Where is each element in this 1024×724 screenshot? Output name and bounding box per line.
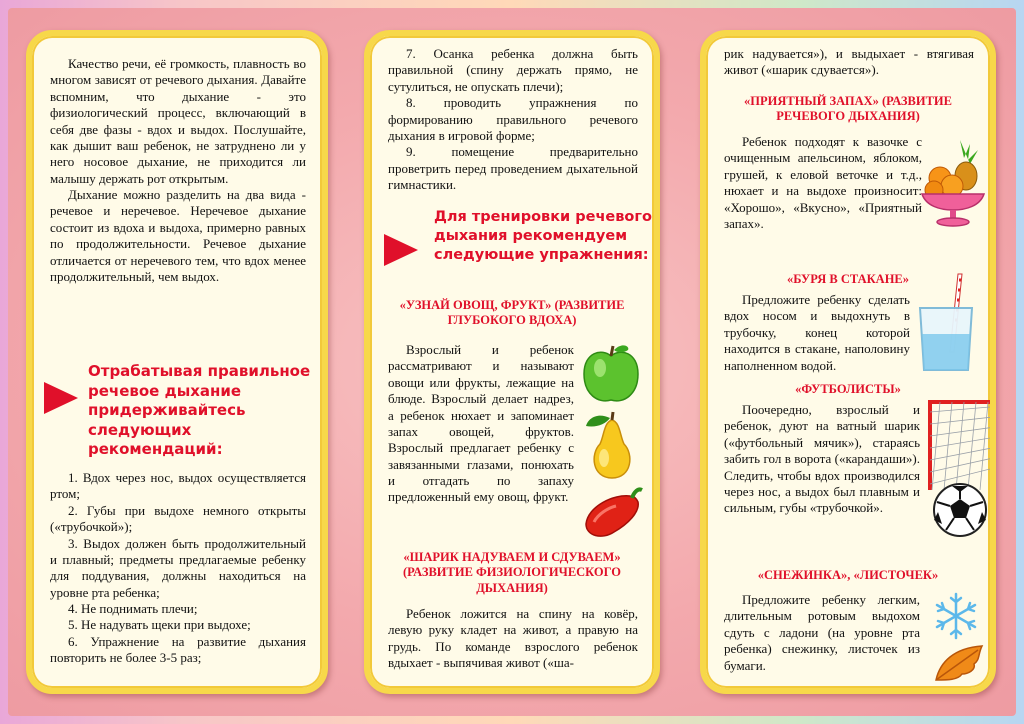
panel-middle [364,30,660,694]
exercise-4-text: Предложите ребенку сделать вдох носом и выдохнуть в трубочку, конец которой находится в стакане, наполовину наполненном водой. [724,292,910,373]
recommendations-heading: Отрабатывая правильное речевое дыхание придерживайтесь следующих рекомендаций: [88,362,311,458]
arrow-right-icon [384,234,418,266]
recommendation-item: 7. Осанка ребенка должна быть правильной (спину держать прямо, не сутулиться, не опускать плечи); [388,46,638,94]
exercise-2-title: «ШАРИК НАДУВАЕМ И СДУВАЕМ» (РАЗВИТИЕ ФИЗИОЛОГИЧЕСКОГО ДЫХАНИЯ) [402,550,622,595]
exercise-6-text: Предложите ребенку легким, длительным ротовым выдохом сдуть с ладони (на уровне рта ребенка) снежинку, листочек из бумаги. [724,592,920,673]
soccer-ball-icon [932,482,988,538]
recommendation-item: 2. Губы при выдохе немного открыты («трубочкой»); [50,502,306,535]
exercise-3-title: «ПРИЯТНЫЙ ЗАПАХ» (РАЗВИТИЕ РЕЧЕВОГО ДЫХАНИЯ) [744,94,952,124]
leaf-icon [932,644,986,684]
soccer-goal-icon [926,396,996,492]
intro-paragraph-2: Дыхание можно разделить на два вида - речевое и неречевое. Неречевое дыхание состоит из вдоха и выдоха, примерно равных по продолжительности. Речевое дыхание отличается от неречевого тем, что вдох менее продолжительный, чем выдох. [50,187,306,284]
apple-icon [580,342,642,406]
arrow-right-icon [44,382,78,414]
exercise-5-title: «ФУТБОЛИСТЫ» [795,382,901,396]
exercise-1-title: «УЗНАЙ ОВОЩ, ФРУКТ» (РАЗВИТИЕ ГЛУБОКОГО ВДОХА) [399,298,625,328]
exercise-2-text-continued: рик надувается»), и выдыхает - втягивая живот («шарик сдувается»). [724,46,974,78]
exercise-1-text: Взрослый и ребенок рассматривают и называют овощи или фрукты, лежащие на блюде. Взрослый делает надрез, а ребенок нюхает и запоминает запах овощей, фруктов. Взрослый предлагает ребенку с завязанными глазами, понюхать и отгадать по запаху предложенный ему овощ, фрукт. [388,342,574,505]
pear-icon [584,410,640,482]
intro-paragraph-1: Качество речи, её громкость, плавность во многом зависят от речевого дыхания. Давайте вспомним, что дыхание - это физиологический процесс, включающий в себя две фазы - вдох и выдох. Послушайте, как дышит ваш ребенок, не затруднено ли у него носовое дыхание, не приходится ли малышу держать рот открытым. [50,56,306,186]
recommendations-heading-block [44,362,314,460]
recommendation-item: 4. Не поднимать плечи; [68,601,198,616]
exercise-4-title: «БУРЯ В СТАКАНЕ» [786,272,910,286]
exercises-heading: Для тренировки речевого дыхания рекомендуем следующие упражнения: [434,209,652,263]
exercise-5-text: Поочередно, взрослый и ребенок, дуют на ватный шарик («футбольный мячик»), стараясь забить гол в ворота («карандаши»). Следить, чтобы вдох производился через нос, а выдох был плавным и сильным, губы «трубочкой». [724,402,920,516]
recommendation-item: 6. Упражнение на развитие дыхания повторить не более 3-5 раз; [50,633,306,666]
recommendation-item: 1. Вдох через нос, выдох осуществляется ртом; [50,470,306,502]
exercises-heading-block [384,208,652,265]
glass-straw-icon [914,272,976,376]
panel-left [26,30,328,694]
exercise-3-text: Ребенок подходят к вазочке с очищенным апельсином, яблоком, грушей, к еловой веточке и т.д., нюхает и на выдохе произносит: «Хорошо», «Вкусно», «Приятный запах». [724,134,922,231]
snowflake-icon [932,592,980,640]
recommendation-item: 5. Не надувать щеки при выдохе; [68,617,251,633]
recommendations-list [50,470,306,667]
recommendation-item: 9. помещение предварительно проветрить перед проведением дыхательной гимнастики. [388,144,638,192]
recommendation-item: 3. Выдох должен быть продолжительный и плавный; предметы предлагаемые ребенку для поддувания, должны находиться на уровне рта ребенка; [50,535,306,600]
exercise-2-text: Ребенок ложится на спину на ковёр, левую руку кладет на живот, а правую на грудь. По команде взрослого ребенок вдыхает - выпячивая живот («ша- [388,606,638,671]
fruit-bowl-icon [920,136,986,228]
pepper-icon [580,486,646,542]
exercise-6-title: «СНЕЖИНКА», «ЛИСТОЧЕК» [757,568,939,582]
recommendation-item: 8. проводить упражнения по формированию правильного речевого дыхания в игровой форме; [388,95,638,143]
panel-right [700,30,996,694]
